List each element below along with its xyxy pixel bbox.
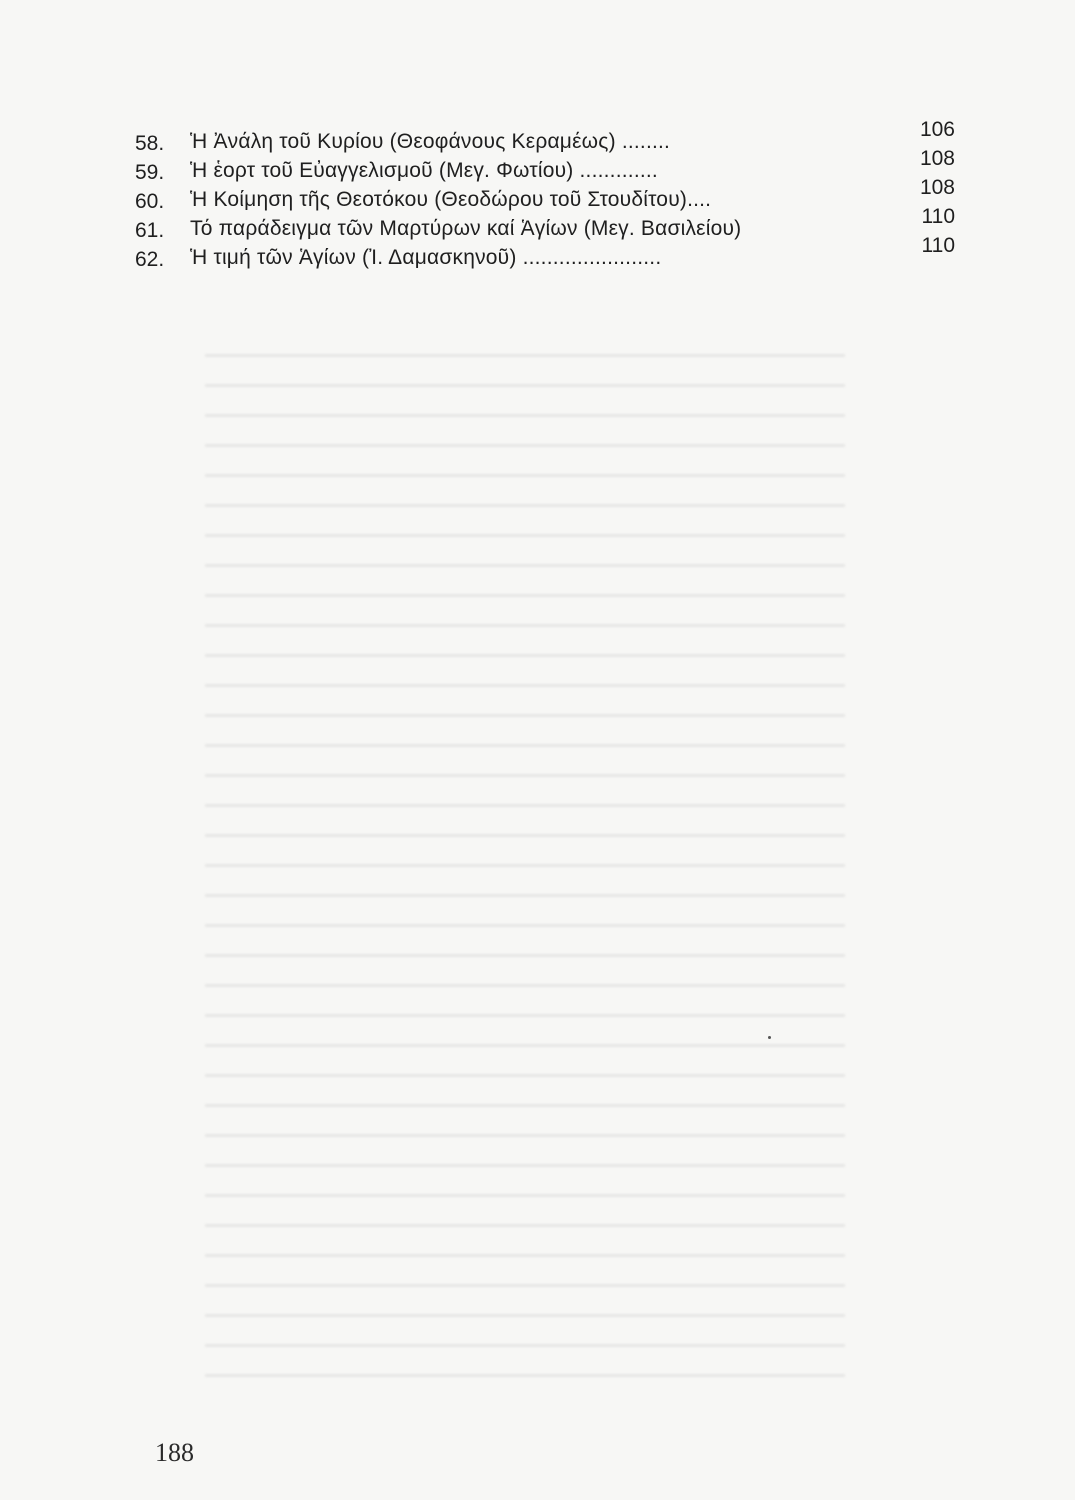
toc-entry xyxy=(135,234,955,271)
table-of-contents xyxy=(135,118,955,271)
toc-entry-page: 108 xyxy=(919,147,955,170)
toc-entry-number: 59. xyxy=(135,161,165,184)
toc-entry-page: 110 xyxy=(921,205,955,228)
toc-entry-page: 110 xyxy=(921,234,955,257)
toc-entry xyxy=(135,205,955,242)
toc-entry-title: Ἡ ἑορτ τοῦ Εὐαγγελισμοῦ (Μεγ. Φωτίου) ............. xyxy=(190,159,658,182)
toc-entry-title: Ἡ τιμή τῶν Ἁγίων (Ἰ. Δαμασκηνοῦ) ....................... xyxy=(190,246,662,269)
toc-entry-title: Τό παράδειγμα τῶν Μαρτύρων καί Ἁγίων (Μεγ. Βασιλείου) xyxy=(190,217,742,240)
toc-entry-number: 58. xyxy=(135,132,165,155)
toc-entry-page: 108 xyxy=(919,176,955,199)
toc-entry-number: 61. xyxy=(135,219,165,242)
toc-entry-page: 106 xyxy=(919,118,955,141)
toc-entry xyxy=(135,147,955,184)
print-speck xyxy=(768,1036,771,1039)
toc-entry-title: Ἡ Κοίμηση τῆς Θεοτόκου (Θεοδώρου τοῦ Στουδίτου).... xyxy=(190,188,712,211)
toc-entry-number: 60. xyxy=(135,190,165,213)
toc-entry-number: 62. xyxy=(135,248,165,271)
page-number: 188 xyxy=(155,1438,194,1467)
show-through-texture xyxy=(205,340,845,1400)
toc-entry xyxy=(135,118,955,155)
toc-entry xyxy=(135,176,955,213)
toc-entry-title: Ἡ Ἀνάλη τοῦ Κυρίου (Θεοφάνους Κεραμέως) ........ xyxy=(190,130,671,153)
